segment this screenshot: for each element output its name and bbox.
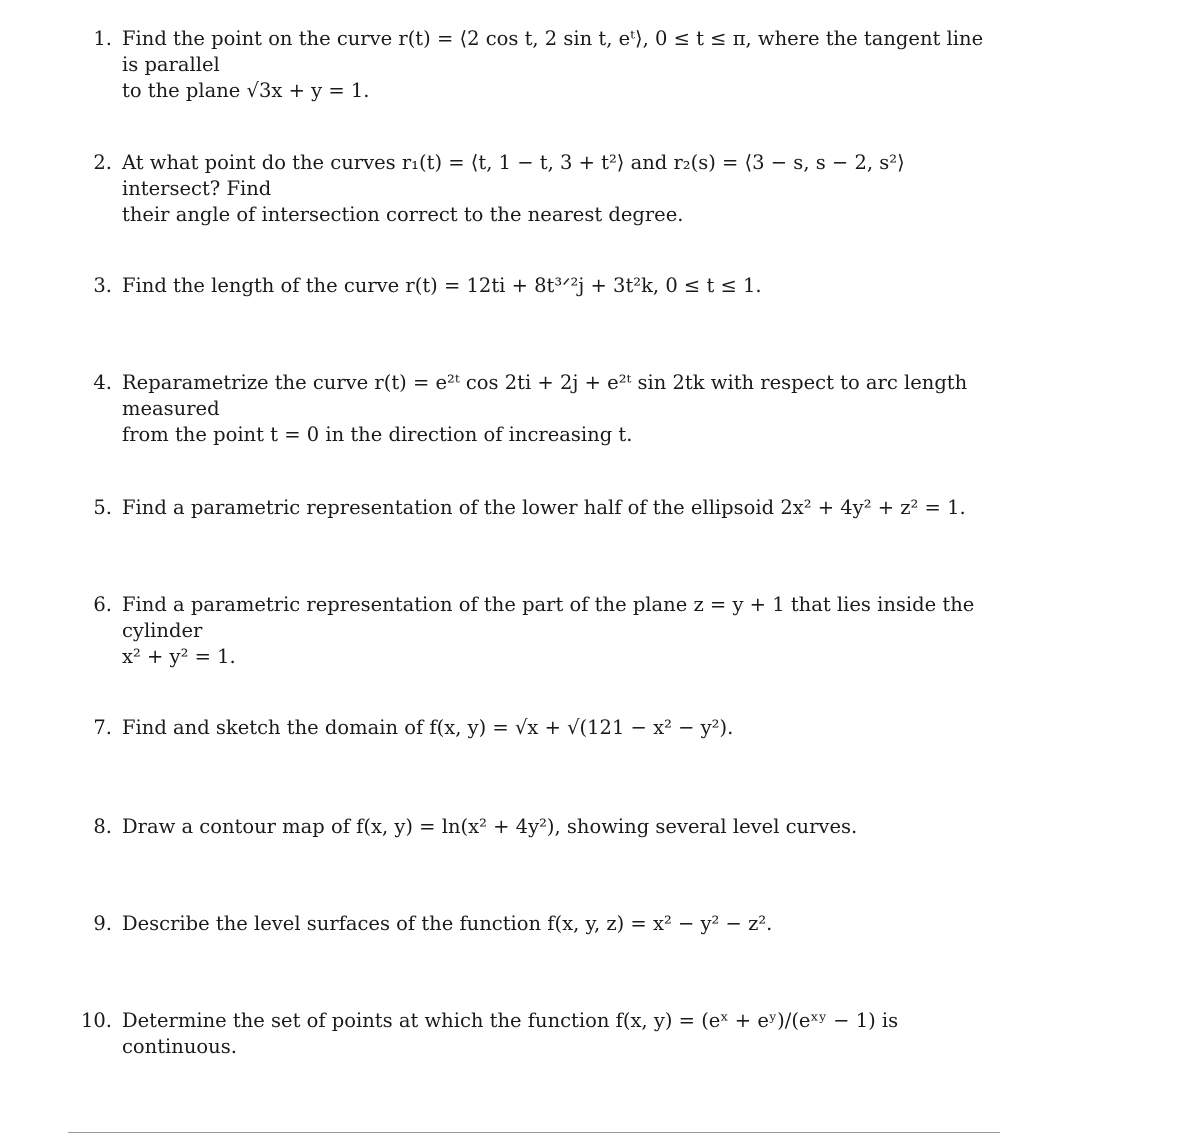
problem-text xyxy=(122,1008,1002,1060)
problem-number: 7. xyxy=(93,716,112,739)
problem-number: 4. xyxy=(93,371,112,394)
problem-number: 5. xyxy=(93,496,112,519)
problem-line-1: Determine the set of points at which the function f(x, y) = (eˣ + eʸ)/(eˣʸ − 1) is continuous. xyxy=(122,1009,899,1058)
problem-number: 9. xyxy=(93,912,112,935)
problem-text xyxy=(122,150,1002,228)
problem-line-2: to the plane √3x + y = 1. xyxy=(122,79,370,102)
problem-number: 2. xyxy=(93,151,112,174)
bottom-divider xyxy=(68,1132,1000,1133)
problem-line-1: Find the point on the curve r(t) = ⟨2 cos t, 2 sin t, eᵗ⟩, 0 ≤ t ≤ π, where the tangent line is parallel xyxy=(122,27,984,76)
problem-line-2: from the point t = 0 in the direction of increasing t. xyxy=(122,423,633,446)
problem-line-1: Draw a contour map of f(x, y) = ln(x² + 4y²), showing several level curves. xyxy=(122,815,858,838)
problem-line-1: Find and sketch the domain of f(x, y) = √x + √(121 − x² − y²). xyxy=(122,716,734,739)
problem-number: 3. xyxy=(93,274,112,297)
problem-text xyxy=(122,495,1002,521)
problem-number: 10. xyxy=(80,1009,112,1032)
problem-text xyxy=(122,592,1002,670)
problem-line-1: Find a parametric representation of the lower half of the ellipsoid 2x² + 4y² + z² = 1. xyxy=(122,496,966,519)
problem-line-1: Find a parametric representation of the part of the plane z = y + 1 that lies inside the cylinder xyxy=(122,593,975,642)
problem-number: 1. xyxy=(93,27,112,50)
problem-line-1: Find the length of the curve r(t) = 12ti + 8t³ᐟ²j + 3t²k, 0 ≤ t ≤ 1. xyxy=(122,274,762,297)
problem-text xyxy=(122,814,1002,840)
problem-text xyxy=(122,911,1002,937)
problem-line-1: At what point do the curves r₁(t) = ⟨t, 1 − t, 3 + t²⟩ and r₂(s) = ⟨3 − s, s − 2, s²⟩ intersect? Find xyxy=(122,151,905,200)
problem-text xyxy=(122,26,1002,104)
problem-line-1: Describe the level surfaces of the function f(x, y, z) = x² − y² − z². xyxy=(122,912,773,935)
problem-text xyxy=(122,715,1002,741)
problem-number: 8. xyxy=(93,815,112,838)
problem-text xyxy=(122,273,1002,299)
problem-number: 6. xyxy=(93,593,112,616)
problem-line-2: their angle of intersection correct to the nearest degree. xyxy=(122,203,684,226)
problem-line-2: x² + y² = 1. xyxy=(122,645,236,668)
problem-line-1: Reparametrize the curve r(t) = e²ᵗ cos 2ti + 2j + e²ᵗ sin 2tk with respect to arc length measured xyxy=(122,371,968,420)
problem-text xyxy=(122,370,1002,448)
